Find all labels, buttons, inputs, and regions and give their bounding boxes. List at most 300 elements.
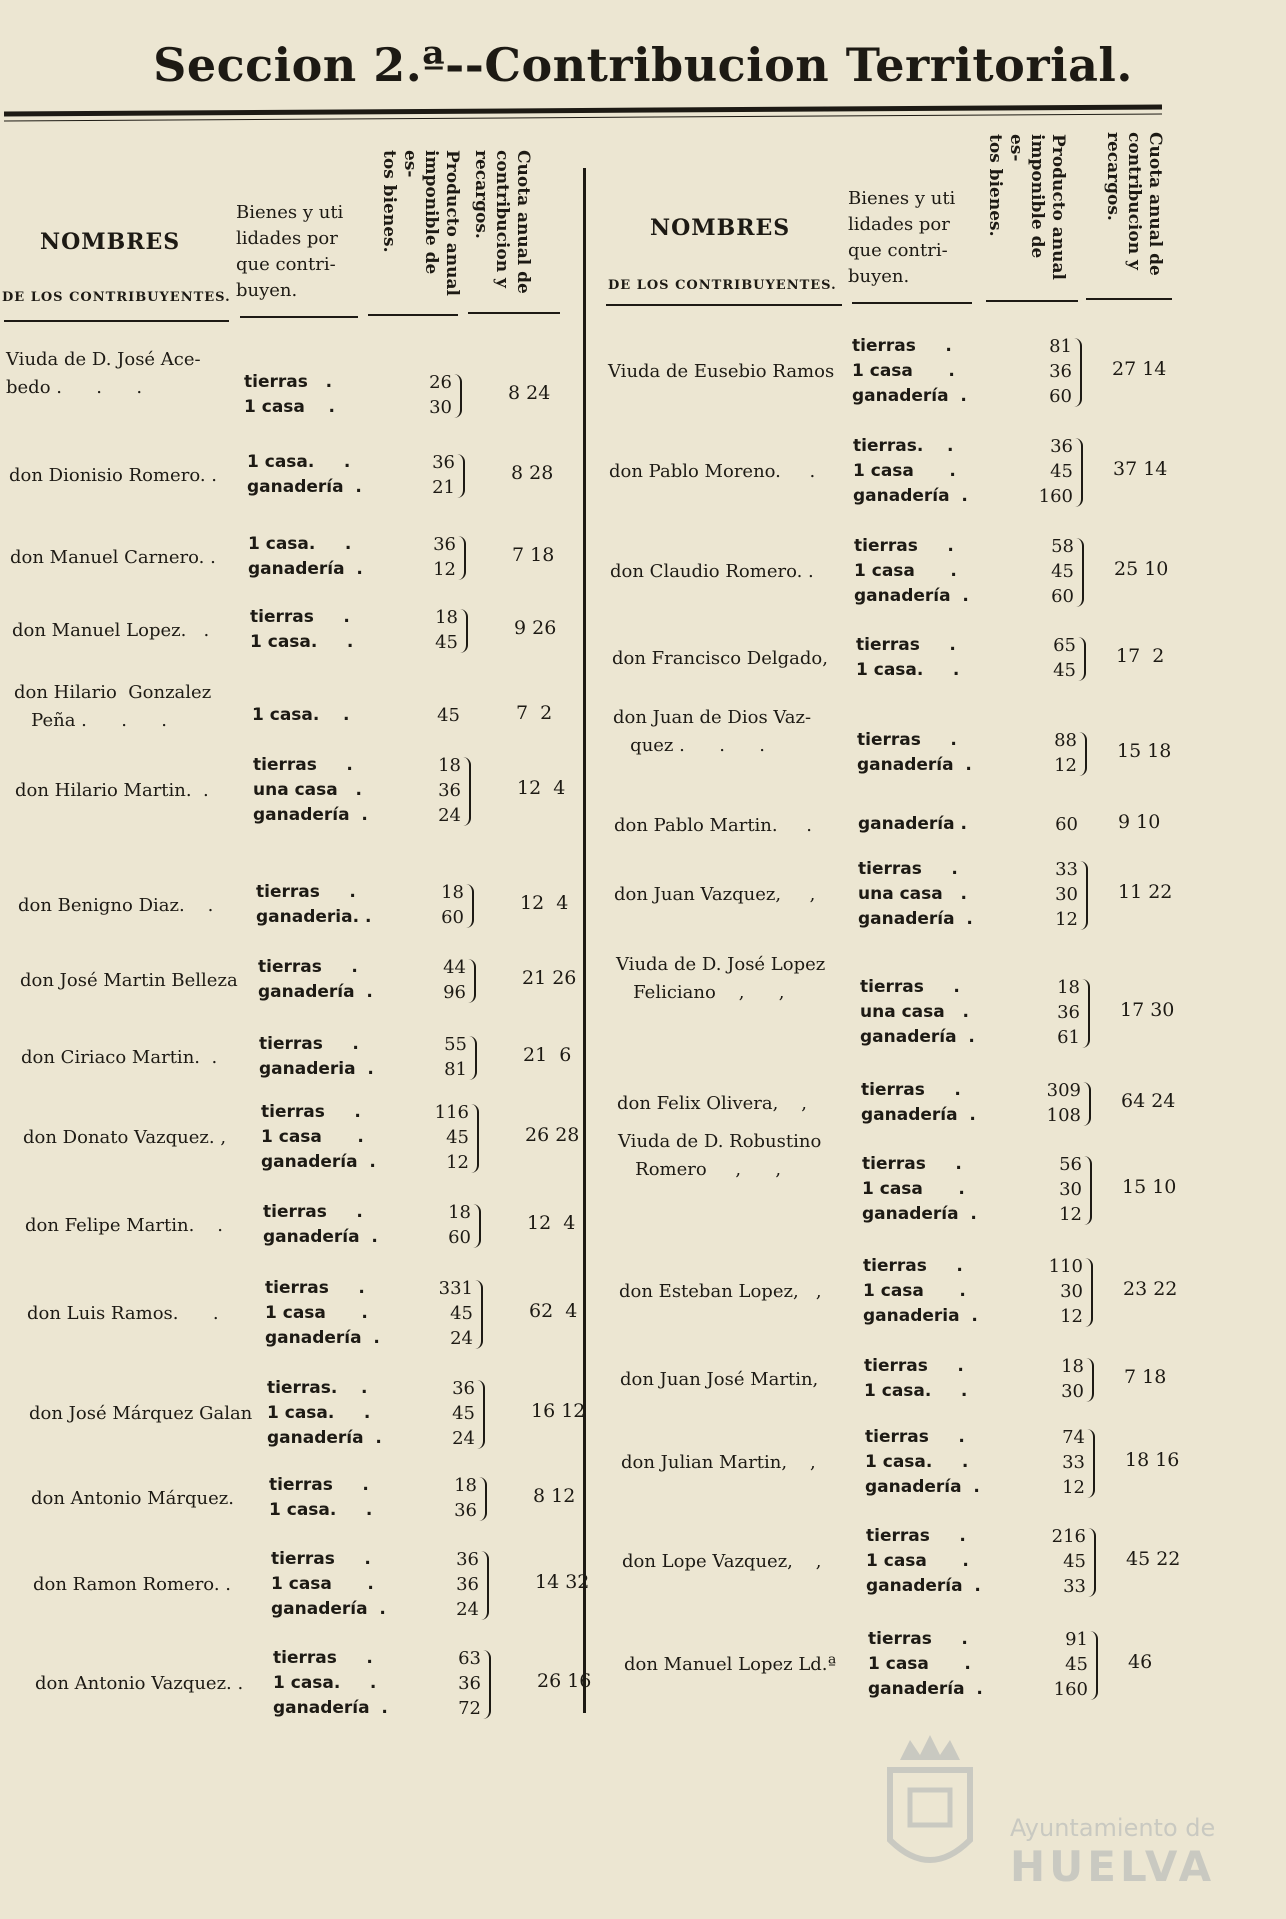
producto-value: 33 [1055,859,1078,880]
bien-item: 1 casa . [261,1127,364,1147]
bien-item: ganadería . [852,386,967,406]
bienes-list [258,955,373,1005]
cuota-value: 21 6 [523,1043,572,1066]
name-line: don Felix Olivera, , [617,1093,807,1114]
producto-value: 36 [456,1574,479,1595]
producto-values [416,955,466,1005]
producto-value: 55 [444,1034,467,1055]
producto-value: 60 [1055,814,1078,835]
cuota-value: 7 2 [516,702,553,724]
name-line: quez . . . [613,735,765,756]
name-line: Viuda de D. Robustino [618,1131,822,1152]
producto-values [423,1276,473,1351]
bienes-list [856,633,959,683]
producto-value: 63 [458,1648,481,1669]
producto-value: 18 [454,1475,477,1496]
contribuyente-name [610,558,814,586]
producto-value: 24 [456,1599,479,1620]
name-line: don Juan de Dios Vaz- [613,707,812,728]
producto-values [421,1200,471,1250]
bien-item: 1 casa . [862,1179,965,1199]
contribuyente-name [614,812,812,840]
cuota-value: 16 12 [531,1400,586,1422]
producto-value: 116 [434,1102,469,1123]
cuota-value: 9 10 [1118,811,1161,833]
producto-value: 110 [1048,1256,1083,1277]
cuota-value: 26 28 [525,1124,580,1146]
bien-item: ganadería . [853,486,968,506]
bien-item: ganadería . [860,1027,975,1047]
contribuyente-name [12,617,209,645]
curly-brace [1078,637,1086,681]
curly-brace [475,1280,483,1349]
contribuyente-name [621,1449,816,1477]
bien-item: tierras . [866,1526,966,1546]
cuota-value: 7 18 [1124,1365,1167,1388]
producto-value: 65 [1053,635,1076,656]
bien-item: ganadería . [866,1576,981,1596]
bien-item: una casa . [253,780,362,800]
producto-value: 12 [1055,909,1078,930]
cuota-value: 12 4 [517,777,566,799]
bien-item: 1 casa. . [269,1500,373,1520]
producto-values [1028,812,1078,837]
producto-value: 33 [1063,1576,1086,1597]
producto-value: 60 [1051,586,1074,607]
bienes-list [259,1032,374,1082]
bienes-list [858,812,967,837]
bien-item: 1 casa . [863,1281,966,1301]
bienes-list [263,1200,378,1250]
curly-brace [1079,732,1087,776]
curly-brace [460,609,468,653]
producto-value: 24 [438,805,461,826]
name-line: don Hilario Gonzalez [14,682,212,703]
curly-brace [469,1036,477,1080]
producto-value: 58 [1051,536,1074,557]
contribuyente-name [619,1278,822,1306]
bienes-list [857,728,972,778]
contribuyente-name [31,1485,234,1513]
header-nombres: NOMBRES [40,229,181,255]
contribuyente-name [617,1090,807,1118]
contribuyente-name [608,358,834,386]
bien-item: tierras . [261,1102,361,1122]
name-line: Romero , , [618,1159,782,1180]
contribuyente-name [612,645,828,673]
producto-value: 81 [1049,336,1072,357]
producto-values [414,880,464,930]
producto-value: 309 [1046,1080,1081,1101]
bien-item: ganaderia . [259,1059,374,1079]
contribuyente-name [613,704,811,760]
page-title: Seccion 2.ª--Contribucion Territorial. [153,38,1133,92]
contribuyente-name [15,777,209,805]
bien-item: ganadería . [865,1477,980,1497]
cuota-value: 15 10 [1122,1176,1177,1198]
bien-item: 1 casa . [265,1303,368,1323]
name-line: don Luis Ramos. . [27,1303,219,1324]
producto-value: 33 [1062,1452,1085,1473]
name-line: bedo . . . [6,377,143,398]
producto-value: 160 [1053,1679,1088,1700]
bienes-list [250,605,353,655]
producto-values [1023,434,1073,509]
contribuyente-name [620,1366,818,1394]
producto-value: 72 [458,1698,481,1719]
bien-item: tierras . [244,372,333,392]
producto-value: 45 [1063,1551,1086,1572]
producto-values [417,1032,467,1082]
contribuyente-name [29,1400,252,1428]
cuota-value: 23 22 [1123,1278,1178,1300]
name-line: don Dionisio Romero. . [9,465,218,486]
producto-value: 45 [446,1127,469,1148]
cuota-value: 62 4 [529,1300,578,1322]
bien-item: tierras . [256,882,356,902]
curly-brace [1074,338,1082,407]
producto-value: 108 [1046,1105,1081,1126]
curly-brace [466,884,474,928]
cuota-value: 12 4 [527,1211,576,1234]
curly-brace [458,536,466,580]
producto-value: 12 [1054,755,1077,776]
bien-item: 1 casa. . [252,705,350,725]
header-bienes: Bienes y uti lidades por que contri- buyen. [848,188,956,287]
contribuyente-name [27,1300,219,1328]
producto-value: 45 [435,632,458,653]
cuota-value: 14 32 [535,1571,590,1593]
producto-value: 12 [1059,1204,1082,1225]
name-line: don Ramon Romero. . [33,1574,231,1595]
producto-value: 88 [1054,730,1077,751]
producto-value: 56 [1059,1154,1082,1175]
producto-value: 24 [450,1328,473,1349]
column-divider [583,168,586,1713]
bien-item: tierras . [862,1154,962,1174]
name-line: don Francisco Delgado, [612,648,828,669]
cuota-value: 17 30 [1120,999,1175,1021]
producto-value: 30 [1055,884,1078,905]
producto-value: 36 [433,534,456,555]
producto-value: 216 [1051,1526,1086,1547]
bien-item: 1 casa . [853,461,956,481]
curly-brace [1087,1429,1095,1498]
bien-item: 1 casa. . [273,1673,377,1693]
producto-value: 81 [444,1059,467,1080]
header-rule [986,300,1078,302]
bienes-list [253,753,368,828]
curly-brace [454,374,462,418]
bien-item: ganadería . [273,1698,388,1718]
curly-brace [479,1477,487,1521]
cuota-value: 11 22 [1118,881,1173,903]
contribuyente-name [35,1670,243,1698]
contribuyente-name [23,1124,226,1152]
bien-item: una casa . [858,884,967,904]
bienes-list [261,1100,376,1175]
header-producto: Producto anual imponible de es- tos bienes. [379,150,462,296]
curly-brace [481,1551,489,1620]
producto-value: 24 [452,1428,475,1449]
contribuyente-name [33,1571,231,1599]
producto-value: 36 [1049,361,1072,382]
ayuntamiento-seal-watermark [870,1730,1230,1890]
bienes-list [269,1473,372,1523]
bien-item: tierras . [860,977,960,997]
producto-value: 26 [429,372,452,393]
contribuyente-name [10,544,216,572]
bien-item: ganaderia . [863,1306,978,1326]
cuota-value: 64 24 [1121,1089,1176,1112]
name-line: don Claudio Romero. . [610,561,814,582]
cuota-value: 18 16 [1125,1449,1180,1471]
bien-item: 1 casa . [866,1551,969,1571]
bien-item: ganadería . [263,1227,378,1247]
producto-values [410,703,460,728]
bienes-list [864,1354,967,1404]
producto-value: 60 [441,907,464,928]
header-bienes: Bienes y uti lidades por que contri- buyen. [236,202,344,301]
contribuyente-name [622,1548,822,1576]
name-line: Viuda de D. José Ace- [6,349,201,370]
name-line: don Felipe Martin. . [25,1215,223,1236]
producto-values [1022,334,1072,409]
header-de-los: DE LOS CONTRIBUYENTES. [608,278,837,293]
contribuyente-name [14,679,211,735]
producto-values [427,1473,477,1523]
contribuyente-name [9,462,217,490]
producto-value: 12 [1060,1306,1083,1327]
bien-item: ganadería . [858,909,973,929]
producto-values [1030,975,1080,1050]
bien-item: tierras . [858,859,958,879]
producto-value: 36 [454,1500,477,1521]
cuota-value: 8 28 [511,461,554,484]
producto-values [1033,1254,1083,1329]
cuota-value: 9 26 [514,616,557,639]
bien-item: ganadería . [258,982,373,1002]
bien-item: ganadería . [253,805,368,825]
bien-item: ganadería . [265,1328,380,1348]
bien-item: tierras . [263,1202,363,1222]
header-rule [468,312,560,314]
bien-item: ganadería . [868,1679,983,1699]
producto-values [1024,534,1074,609]
bienes-list [853,434,968,509]
curly-brace [463,757,471,826]
bien-item: tierras . [265,1278,365,1298]
bien-item: ganadería . [247,477,362,497]
producto-value: 331 [438,1278,473,1299]
bien-item: ganadería . [862,1204,977,1224]
bien-item: 1 casa. . [250,632,354,652]
curly-brace [1075,438,1083,507]
bien-item: una casa . [860,1002,969,1022]
bien-item: ganaderia. . [256,907,372,927]
producto-value: 30 [1061,1381,1084,1402]
cuota-value: 46 [1128,1651,1153,1673]
curly-brace [1084,1156,1092,1225]
name-line: Peña . . . [14,710,167,731]
producto-value: 30 [429,397,452,418]
contribuyente-name [25,1212,223,1240]
name-line: don Juan José Martin, [620,1369,819,1390]
bien-item: tierras . [863,1256,963,1276]
name-line: don Julian Martin, , [621,1452,816,1473]
watermark-line2: HUELVA [1010,1842,1216,1891]
name-line: Feliciano , , [616,982,785,1003]
bienes-list [256,880,371,930]
producto-values [1034,1354,1084,1404]
producto-values [1031,1078,1081,1128]
name-line: Viuda de Eusebio Ramos [608,361,835,382]
curly-brace [1080,861,1088,930]
cuota-value: 26 16 [537,1670,592,1692]
contribuyente-name [624,1651,836,1679]
producto-value: 30 [1060,1281,1083,1302]
contribuyente-name [609,458,815,486]
producto-values [1036,1524,1086,1599]
producto-value: 45 [1053,660,1076,681]
bien-item: ganadería . [248,559,363,579]
producto-value: 12 [1062,1477,1085,1498]
name-line: don Manuel Lopez. . [12,620,210,641]
bien-item: 1 casa . [244,397,336,417]
bien-item: tierras. . [853,436,954,456]
bien-item: 1 casa. . [856,660,960,680]
producto-values [1027,728,1077,778]
name-line: don Antonio Márquez. [31,1488,234,1509]
producto-values [419,1100,469,1175]
curly-brace [483,1650,491,1719]
producto-value: 61 [1057,1027,1080,1048]
producto-value: 45 [1065,1654,1088,1675]
curly-brace [1088,1528,1096,1597]
producto-value: 36 [452,1378,475,1399]
header-rule [4,320,229,322]
producto-values [1038,1627,1088,1702]
bienes-list [252,703,349,728]
header-rule [1086,298,1172,300]
name-line: don Ciriaco Martin. . [21,1047,218,1068]
bienes-list [273,1646,388,1721]
bienes-list [861,1078,976,1128]
producto-value: 12 [446,1152,469,1173]
bienes-list [860,975,975,1050]
producto-values [411,753,461,828]
producto-value: 91 [1065,1629,1088,1650]
producto-value: 36 [438,780,461,801]
contribuyente-name [18,892,213,920]
bien-item: 1 casa . [271,1574,374,1594]
bien-item: tierras. . [267,1378,368,1398]
header-producto: Producto anual imponible de es- tos bienes. [985,134,1068,280]
bien-item: tierras . [273,1648,373,1668]
bien-item: tierras . [269,1475,369,1495]
bienes-list [244,370,335,420]
producto-values [1032,1152,1082,1227]
bien-item: ganadería . [858,814,967,834]
producto-value: 44 [443,957,466,978]
bienes-list [868,1627,983,1702]
name-line: don Lope Vazquez, , [622,1551,822,1572]
bien-item: tierras . [854,536,954,556]
name-line: don Donato Vazquez. , [23,1127,227,1148]
producto-value: 60 [1049,386,1072,407]
producto-value: 36 [456,1549,479,1570]
cuota-value: 45 22 [1126,1548,1181,1570]
curly-brace [457,454,465,498]
bien-item: ganadería . [271,1599,386,1619]
producto-value: 21 [432,477,455,498]
bienes-list [865,1425,980,1500]
bien-item: 1 casa. . [864,1381,968,1401]
header-rule [368,314,458,316]
watermark-line1: Ayuntamiento de [1010,1814,1216,1842]
bien-item: 1 casa . [868,1654,971,1674]
producto-values [408,605,458,655]
curly-brace [1085,1258,1093,1327]
name-line: don Juan Vazquez, , [614,884,816,905]
name-line: don Manuel Carnero. . [10,547,216,568]
cuota-value: 27 14 [1112,358,1167,380]
bien-item: 1 casa . [852,361,955,381]
producto-value: 36 [1057,1002,1080,1023]
bienes-list [866,1524,981,1599]
contribuyente-name [618,1128,821,1184]
coat-of-arms-icon [870,1730,990,1880]
bien-item: 1 casa. . [267,1403,371,1423]
header-rule [606,304,842,306]
header-nombres: NOMBRES [650,215,791,241]
name-line: don Benigno Diaz. . [18,895,214,916]
curly-brace [1090,1631,1098,1700]
producto-value: 18 [435,607,458,628]
name-line: don Pablo Martin. . [614,815,812,836]
bien-item: tierras . [868,1629,968,1649]
cuota-value: 8 12 [533,1484,576,1507]
name-line: Viuda de D. José Lopez [616,954,826,975]
bien-item: tierras . [865,1427,965,1447]
cuota-value: 7 18 [512,543,555,566]
bienes-list [852,334,967,409]
bienes-list [862,1152,977,1227]
name-line: don Hilario Martin. . [15,780,209,801]
bienes-list [271,1547,386,1622]
producto-value: 45 [450,1303,473,1324]
cuota-value: 21 26 [522,966,577,989]
producto-value: 18 [1057,977,1080,998]
curly-brace [1082,979,1090,1048]
producto-value: 36 [1050,436,1073,457]
cuota-value: 17 2 [1116,644,1165,667]
producto-values [402,370,452,420]
header-rule [852,302,972,304]
header-cuota: Cuota anual de contribucion y recargos. [471,150,533,294]
producto-value: 18 [438,755,461,776]
bien-item: tierras . [271,1549,371,1569]
bien-item: 1 casa . [854,561,957,581]
producto-value: 45 [1050,461,1073,482]
curly-brace [1083,1082,1091,1126]
curly-brace [477,1380,485,1449]
producto-value: 45 [452,1403,475,1424]
header-de-los: DE LOS CONTRIBUYENTES. [2,290,231,305]
producto-value: 45 [437,705,460,726]
producto-value: 160 [1038,486,1073,507]
curly-brace [1076,538,1084,607]
